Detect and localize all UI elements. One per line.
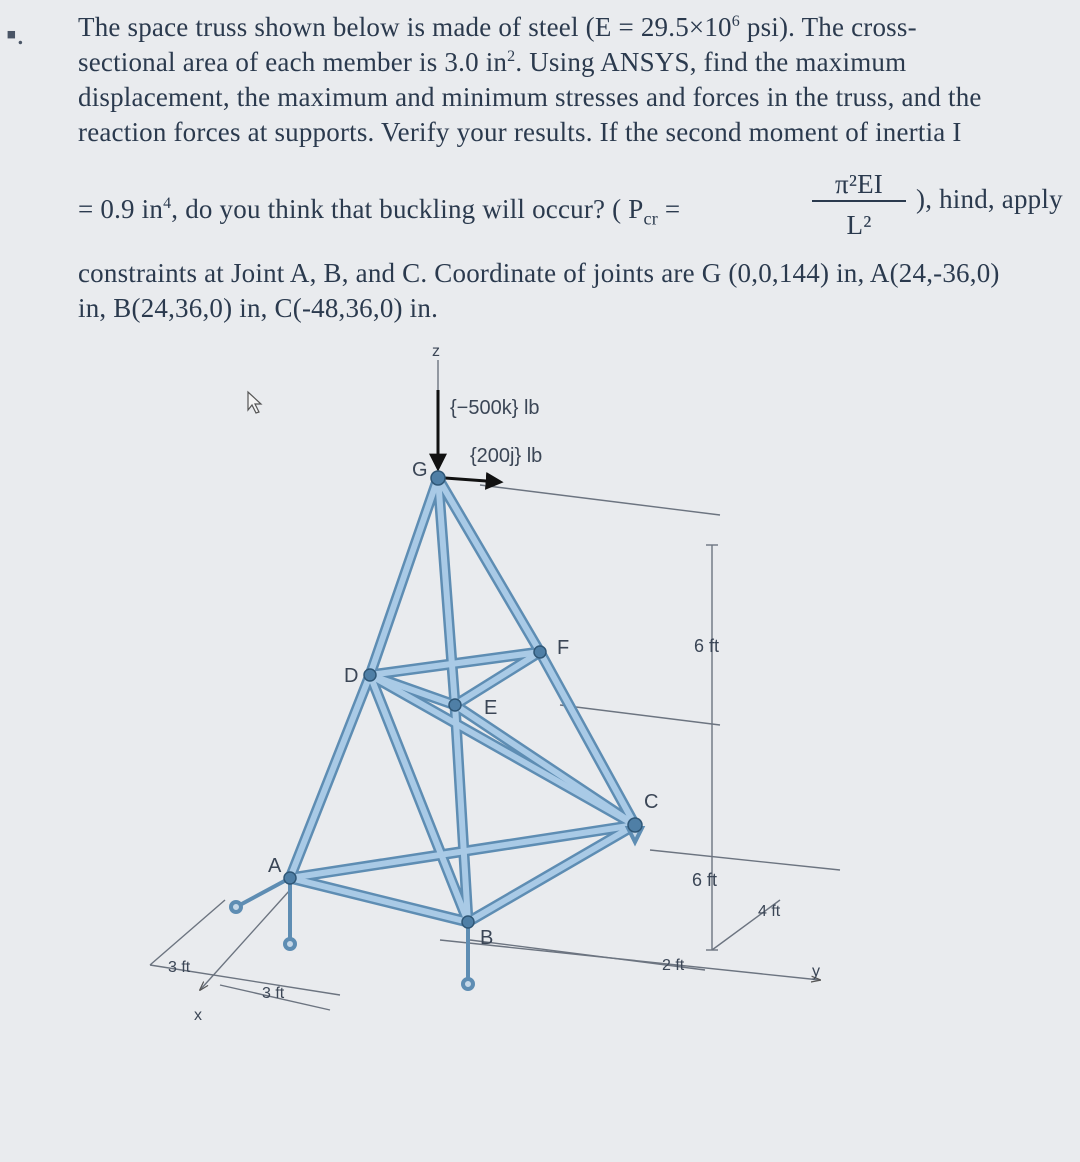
pcr-subscript: cr <box>643 208 658 229</box>
support-b-pin <box>463 979 473 989</box>
support-a-pin <box>285 939 295 949</box>
euler-fraction <box>804 156 914 248</box>
joint-g-label: G <box>412 459 428 481</box>
text-line1b: psi). The cross-sectional area of each member is 3.0 in <box>78 12 917 77</box>
problem-paragraph-2: constraints at Joint A, B, and C. Coordinate of joints are G (0,0,144) in, A(24,-36,0) in, B(24,36,0) in, C(-48,36,0) in. <box>78 258 1000 323</box>
text-line1: The space truss shown below is made of steel (E = 29.5×10 <box>78 12 732 42</box>
support-a-horizontal-link <box>238 878 290 906</box>
joint-d <box>364 669 376 681</box>
extension-line-top <box>480 485 720 515</box>
support-a-horizontal-pin <box>231 902 241 912</box>
buckling-question: , do you think that buckling will occur? ( P <box>171 194 644 224</box>
problem-statement <box>78 10 1063 326</box>
member-fills <box>290 478 635 922</box>
fraction-numerator: π²EI <box>834 169 883 199</box>
exponent-4: 4 <box>163 195 172 212</box>
dim-3ft-label-b: 3 ft <box>262 985 285 1002</box>
equals-sign: = <box>657 194 681 224</box>
dim-2ft-label: 2 ft <box>662 957 685 974</box>
joint-a-label: A <box>268 855 282 877</box>
extension-line-c <box>650 850 840 870</box>
joint-b-label: B <box>480 927 494 949</box>
problem-number-mark: ▪. <box>6 18 25 51</box>
dim-3ft-label-a: 3 ft <box>168 959 191 976</box>
space-truss-figure <box>0 330 1080 1162</box>
dim-3ft-line-a <box>150 900 225 965</box>
joint-c <box>628 818 642 832</box>
joint-a <box>284 872 296 884</box>
fraction-denominator: L² <box>846 210 872 240</box>
buckling-equation-line <box>78 156 1063 256</box>
joint-d-label: D <box>344 665 359 687</box>
joint-e <box>449 699 461 711</box>
inertia-value: = 0.9 in <box>78 194 164 224</box>
dim-4ft-label: 4 ft <box>758 903 781 920</box>
equation-right: ), hind, apply <box>916 184 1063 214</box>
joint-g <box>431 471 445 485</box>
dim-6ft-lower-label: 6 ft <box>692 870 718 890</box>
equation-left <box>78 192 680 236</box>
joint-c-label: C <box>644 791 659 813</box>
joint-f-label: F <box>557 637 570 659</box>
mouse-cursor-icon <box>248 392 261 413</box>
load-arrow-right <box>445 478 500 482</box>
axis-y-label: y <box>812 963 820 980</box>
exponent-2: 2 <box>507 48 516 65</box>
joint-f <box>534 646 546 658</box>
joint-b <box>462 916 474 928</box>
load-j-label: {200j} lb <box>470 445 543 467</box>
joint-e-label: E <box>484 697 498 719</box>
problem-paragraph-1 <box>78 10 1013 150</box>
axis-z-label: z <box>432 343 440 360</box>
exponent-6: 6 <box>731 13 740 30</box>
axis-x-label: x <box>194 1007 202 1024</box>
text-line2: . Using ANSYS, find the maximum displacement, the maximum and minimum stresses and forces in the truss, and the reaction forces at supports. Verify your results. If the second moment of inertia I <box>78 47 982 147</box>
truss-members <box>290 478 635 922</box>
dim-6ft-upper-label: 6 ft <box>694 636 720 656</box>
load-k-label: {−500k} lb <box>450 397 540 419</box>
